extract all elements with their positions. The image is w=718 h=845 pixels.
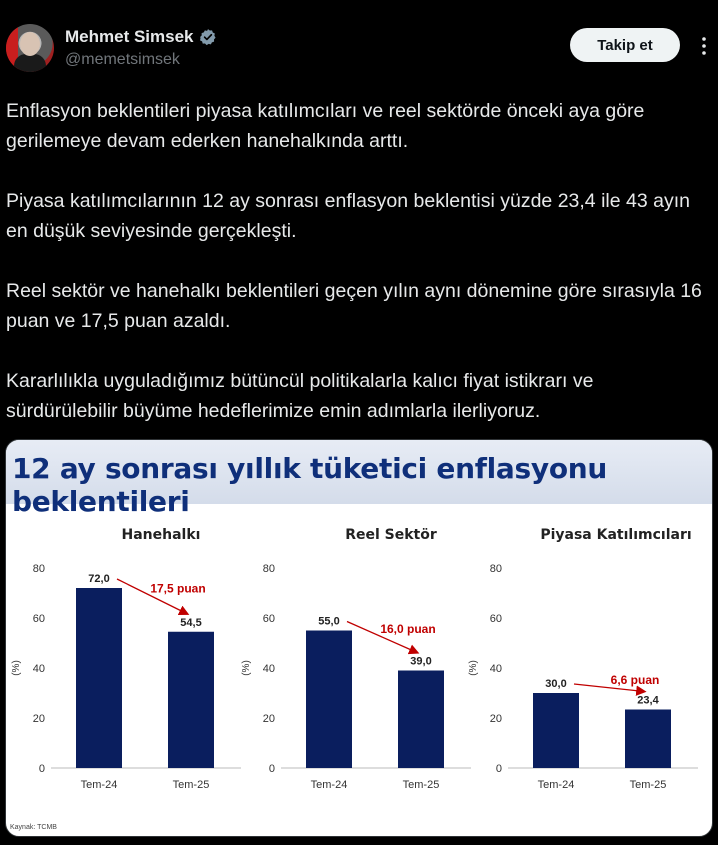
bar: [168, 632, 214, 768]
tweet-paragraph: Enflasyon beklentileri piyasa katılımcıları ve reel sektörde önceki aya göre gerilemeye devam ederken hanehalkında arttı.: [6, 100, 645, 152]
author-name-row: [65, 27, 217, 47]
panel-title: Piyasa Katılımcıları: [540, 527, 692, 543]
panel-title: Reel Sektör: [345, 527, 437, 543]
tweet-header: [0, 0, 718, 90]
bar-value-label: 23,4: [637, 694, 659, 707]
y-tick-label: 20: [489, 713, 502, 725]
change-annotation: 16,0 puan: [380, 622, 436, 636]
y-tick-label: 80: [32, 563, 45, 575]
tweet-paragraph: Piyasa katılımcılarının 12 ay sonrası enflasyon beklentisi yüzde 23,4 ile 43 ayın en düşük seviyesinde gerçekleşti.: [6, 190, 690, 242]
y-tick-label: 20: [32, 713, 45, 725]
source-note: Kaynak: TCMB: [10, 824, 57, 831]
change-annotation: 6,6 puan: [610, 672, 660, 687]
y-axis-label: (%): [241, 660, 252, 676]
avatar-suit: [14, 54, 46, 72]
y-tick-label: 40: [262, 663, 275, 675]
y-tick-label: 40: [32, 663, 45, 675]
x-tick-label: Tem-24: [310, 779, 348, 791]
y-tick-label: 60: [32, 613, 45, 625]
change-annotation: 17,5 puan: [150, 581, 206, 596]
y-tick-label: 60: [262, 613, 275, 625]
tweet-media-image[interactable]: [5, 439, 713, 837]
x-tick-label: Tem-24: [80, 779, 118, 791]
tweet-text: [6, 96, 706, 456]
y-tick-label: 60: [489, 613, 502, 625]
panel-title: Hanehalkı: [121, 527, 201, 543]
bar-value-label: 55,0: [318, 615, 340, 628]
bar-value-label: 30,0: [545, 678, 567, 690]
bar: [76, 588, 122, 768]
follow-button[interactable]: Takip et: [570, 28, 680, 62]
x-tick-label: Tem-25: [629, 779, 667, 791]
media-title: 12 ay sonrası yıllık tüketici enflasyonu beklentileri: [12, 452, 608, 518]
author-handle[interactable]: @memetsimsek: [65, 51, 180, 68]
bar: [306, 631, 352, 769]
x-tick-label: Tem-24: [537, 779, 575, 791]
verified-badge-icon: [199, 28, 217, 46]
tweet-paragraph: Reel sektör ve hanehalkı beklentileri geçen yılın aynı dönemine göre sırasıyla 16 puan ve 17,5 puan azaldı.: [6, 280, 702, 332]
more-options-icon[interactable]: [694, 36, 714, 56]
chart-area: [6, 504, 713, 824]
bar-value-label: 39,0: [410, 655, 432, 668]
y-tick-label: 0: [495, 763, 502, 775]
bar-value-label: 54,5: [180, 616, 202, 629]
x-tick-label: Tem-25: [172, 779, 210, 791]
y-axis-label: (%): [11, 660, 22, 676]
bar-value-label: 72,0: [88, 573, 110, 585]
y-tick-label: 80: [262, 563, 275, 575]
y-tick-label: 0: [268, 763, 275, 775]
avatar-face: [20, 32, 40, 56]
bar: [625, 710, 671, 769]
tweet-paragraph: Kararlılıkla uyguladığımız bütüncül politikalarla kalıcı fiyat istikrarı ve sürdürülebilir büyüme hedeflerimize emin adımlarla ilerliyoruz.: [6, 370, 594, 422]
x-tick-label: Tem-25: [402, 779, 440, 791]
y-tick-label: 0: [38, 763, 45, 775]
bar: [533, 693, 579, 768]
bar: [398, 671, 444, 769]
y-axis-label: (%): [468, 660, 479, 676]
y-tick-label: 80: [489, 563, 502, 575]
author-name[interactable]: Mehmet Simsek: [65, 27, 194, 46]
avatar[interactable]: [6, 24, 54, 72]
y-tick-label: 20: [262, 713, 275, 725]
y-tick-label: 40: [489, 663, 502, 675]
